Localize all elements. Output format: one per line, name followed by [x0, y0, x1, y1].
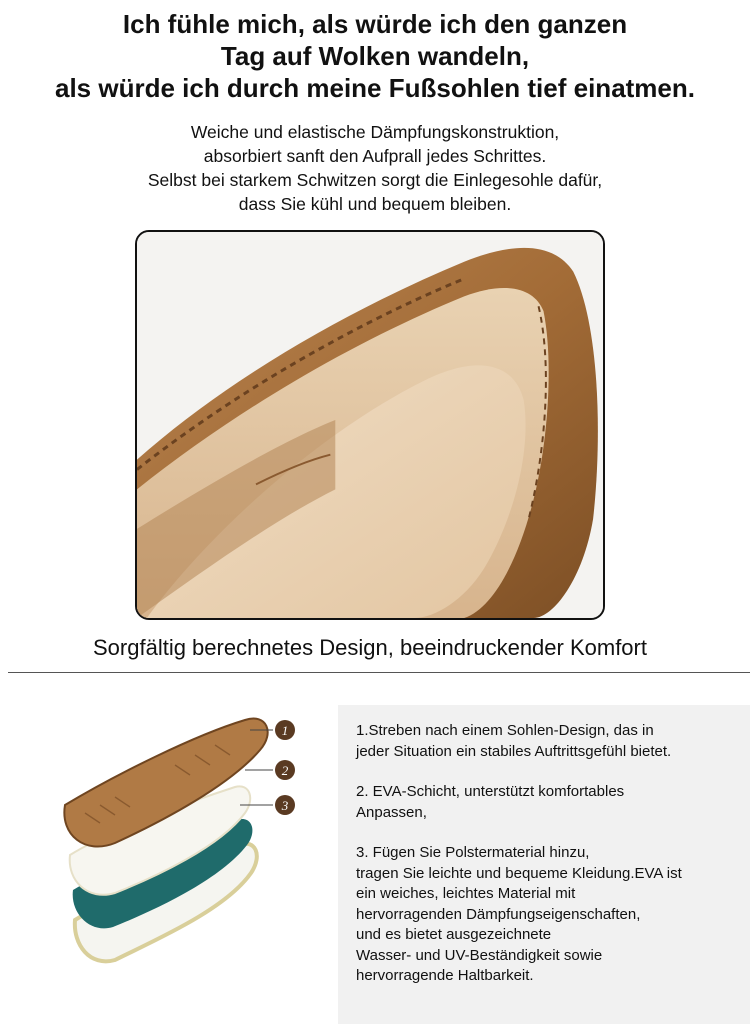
headline-line-2: Tag auf Wolken wandeln, [220, 41, 530, 71]
layer-marker-label-1: 1 [281, 723, 289, 738]
feature-item-2 [356, 782, 736, 823]
subtext-line-4: dass Sie kühl und bequem bleiben. [238, 194, 512, 214]
shoe-closeup-illustration [137, 232, 603, 618]
layer-marker-label-2: 2 [281, 763, 289, 778]
feature-item-3 [356, 843, 736, 987]
feature-text: Anpassen, [356, 803, 427, 821]
feature-list [338, 705, 750, 1024]
subtext-line-2: absorbiert sanft den Aufprall jedes Schrittes. [203, 146, 547, 166]
layer-marker-label-3: 3 [281, 798, 289, 813]
subtext [0, 120, 750, 216]
headline [0, 8, 750, 104]
headline-line-1: Ich fühle mich, als würde ich den ganzen [122, 9, 628, 39]
feature-item-1 [356, 721, 736, 762]
feature-text: hervorragende Haltbarkeit. [356, 967, 534, 984]
feature-text: tragen Sie leichte und bequeme Kleidung.EVA ist [356, 864, 682, 882]
feature-text: 3. Fügen Sie Polstermaterial hinzu, [356, 844, 590, 861]
section-title: Sorgfältig berechnetes Design, beeindruckender Komfort [93, 635, 647, 660]
subtext-line-3: Selbst bei starkem Schwitzen sorgt die Einlegesohle dafür, [147, 170, 603, 190]
headline-line-3: als würde ich durch meine Fußsohlen tief einatmen. [54, 73, 695, 103]
feature-text: und es bietet ausgezeichnete [356, 926, 552, 943]
feature-text: hervorragenden Dämpfungseigenschaften, [356, 905, 641, 923]
feature-text: 1.Streben nach einem Sohlen-Design, das in [356, 722, 654, 739]
divider [8, 672, 750, 673]
feature-text: ein weiches, leichtes Material mit [356, 885, 576, 902]
feature-text: jeder Situation ein stabiles Auftrittsgefühl bietet. [356, 742, 672, 760]
subtext-line-1: Weiche und elastische Dämpfungskonstruktion, [190, 122, 560, 142]
shoe-insole-photo [135, 230, 605, 620]
sole-layers-illustration [55, 705, 310, 975]
feature-text: Wasser- und UV-Beständigkeit sowie [356, 946, 603, 964]
feature-text: 2. EVA-Schicht, unterstützt komfortables [356, 783, 625, 800]
